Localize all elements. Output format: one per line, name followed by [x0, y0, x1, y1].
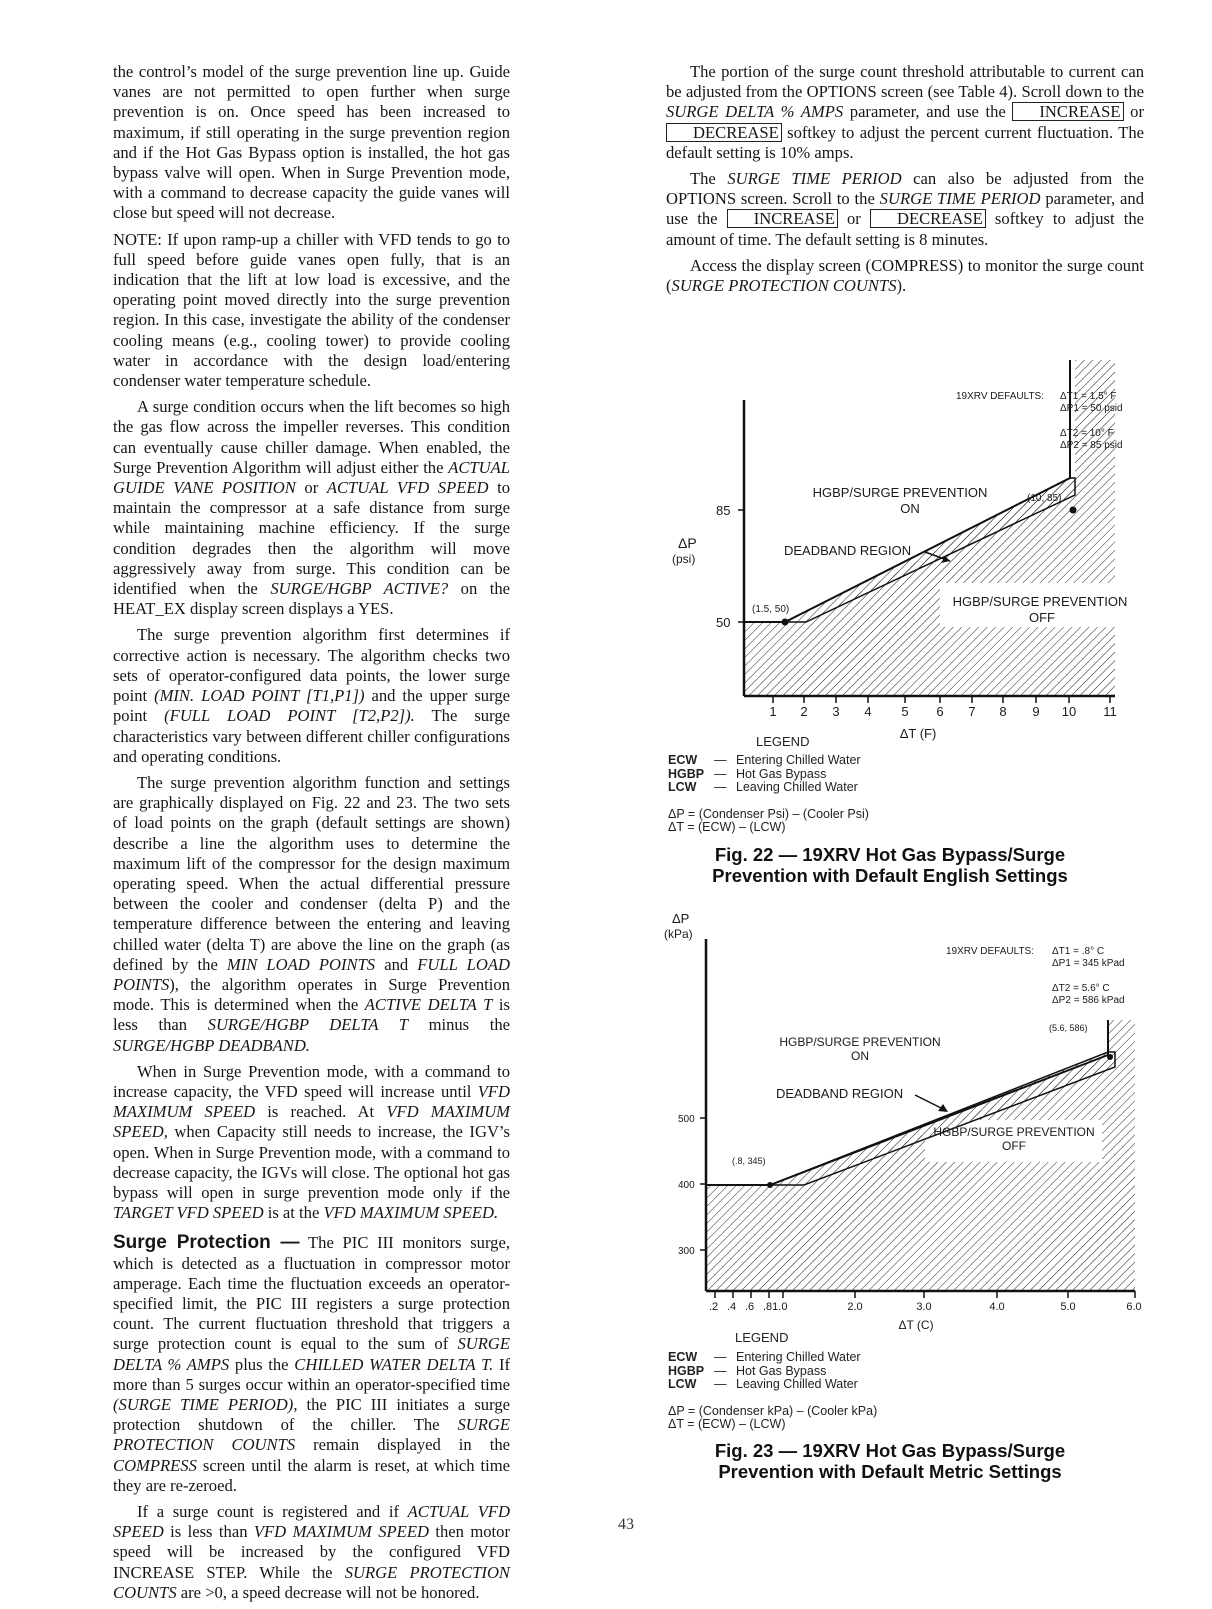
svg-text:400: 400	[678, 1180, 695, 1191]
svg-text:2.0: 2.0	[847, 1301, 863, 1313]
svg-text:ΔP2 = 586 kPad: ΔP2 = 586 kPad	[1052, 995, 1125, 1006]
point-1	[782, 619, 789, 626]
svg-text:ΔT1 = .8° C: ΔT1 = .8° C	[1052, 946, 1105, 957]
svg-text:ΔP1 = 50 psid: ΔP1 = 50 psid	[1060, 403, 1123, 414]
svg-text:3: 3	[832, 704, 840, 719]
svg-text:19XRV DEFAULTS:: 19XRV DEFAULTS:	[956, 391, 1044, 402]
surge-protection-section: Surge Protection — The PIC III monitors surge, which is detected as a fluctuation in compressor motor amperage. Each time the fluctuation exceeds an operator-specified limit, the PIC III registers a surge protection count. The current fluctuation threshold that triggers a surge protection count is equal to the sum of SURGE DELTA % AMPS plus the CHILLED WATER DELTA T. If more than 5 surges occur within an operator-specified time (SURGE TIME PERIOD), the PIC III initiates a surge protection shutdown of the chiller. The SURGE PROTECTION COUNTS remain displayed in the COMPRESS screen until the alarm is reset, at which time they are re-zeroed.	[113, 1232, 510, 1495]
svg-text:10: 10	[1061, 704, 1077, 719]
decrease-softkey: DECREASE	[870, 209, 986, 228]
svg-text:.81.0: .81.0	[763, 1301, 788, 1313]
svg-text:ΔT (F): ΔT (F)	[899, 726, 937, 741]
svg-text:ΔT (C): ΔT (C)	[898, 1318, 934, 1332]
svg-text:6: 6	[936, 704, 944, 719]
note-paragraph: NOTE: If upon ramp-up a chiller with VFD tends to go to full speed before guide vanes open fully, that is an indication that the lift at low load is excessive, and the operating point moved directly into the surge prevention region. In this case, investigate the ability of the condenser cooling means (e.g., cooling tower) to provide cooling water in accordance with the design load/entering condenser water temperature schedule.	[113, 229, 510, 391]
increase-softkey: INCREASE	[1012, 102, 1123, 121]
svg-text:(1.5, 50): (1.5, 50)	[752, 604, 790, 615]
paragraph: If a surge count is registered and if ACTUAL VFD SPEED is less than VFD MAXIMUM SPEED then motor speed will be increased by the configured VFD INCREASE STEP. While the SURGE PROTECTION COUNTS are >0, a speed decrease will not be honored.	[113, 1502, 511, 1602]
svg-text:.4: .4	[727, 1301, 737, 1313]
paragraph: A surge condition occurs when the lift becomes so high the gas flow across the impeller reverses. This condition can eventually cause chiller damage. When enabled, the Surge Prevention Algorithm will adjust either the ACTUAL GUIDE VANE POSITION or ACTUAL VFD SPEED to maintain the compressor at a safe distance from surge while maintaining machine efficiency. If the surge condition degrades then the algorithm will move aggressively away from surge. This condition can be identified when the SURGE/HGBP ACTIVE? on the HEAT_EX display screen displays a YES.	[113, 397, 511, 619]
svg-text:8: 8	[999, 704, 1007, 719]
svg-text:(kPa): (kPa)	[664, 927, 693, 941]
legend-item: ECW — Entering Chilled Water	[668, 753, 861, 767]
svg-text:OFF: OFF	[1029, 610, 1055, 625]
formulas: ΔP = (Condenser Psi) – (Cooler Psi) ΔT = (ECW) – (LCW)	[668, 807, 869, 834]
svg-text:5.0: 5.0	[1060, 1301, 1076, 1313]
svg-text:85: 85	[716, 503, 731, 518]
paragraph: The surge prevention algorithm function and settings are graphically displayed on Fig. 22 and 23. The two sets of load points on the graph (default settings are shown) describe a line the algorithm uses to determine the maximum lift of the compressor for the design maximum operating speed. When the actual differential pressure between the cooler and condenser (delta P) and the temperature difference between the entering and leaving chilled water (delta T) are above the line on the graph (as defined by the MIN LOAD POINTS and FULL LOAD POINTS), the algorithm operates in Surge Prevention mode. This is determined when the ACTIVE DELTA T is less than SURGE/HGBP DELTA T minus the SURGE/HGBP DEADBAND.	[113, 772, 511, 1055]
figure-23	[660, 905, 1150, 1485]
legend-title: LEGEND	[756, 734, 810, 749]
svg-text:DEADBAND REGION: DEADBAND REGION	[784, 543, 912, 558]
paragraph: The surge prevention algorithm first determines if corrective action is necessary. The algorithm checks two sets of operator-configured data points, the lower surge point (MIN. LOAD POINT [T1,P1]) and the upper surge point (FULL LOAD POINT [T2,P2]). The surge characteristics vary between different chiller configurations and operating conditions.	[113, 625, 510, 766]
svg-text:ΔT2 = 5.6° C: ΔT2 = 5.6° C	[1052, 983, 1110, 994]
point-1	[767, 1182, 773, 1188]
svg-text:19XRV DEFAULTS:: 19XRV DEFAULTS:	[946, 946, 1034, 957]
svg-text:ΔP2 = 85 psid: ΔP2 = 85 psid	[1060, 440, 1123, 451]
svg-text:(5.6, 586): (5.6, 586)	[1049, 1023, 1088, 1033]
svg-text:ON: ON	[900, 501, 920, 516]
svg-text:11: 11	[1103, 704, 1117, 719]
legend-item: ECW — Entering Chilled Water	[668, 1350, 861, 1364]
legend	[668, 754, 861, 795]
svg-text:ΔT2 = 10° F: ΔT2 = 10° F	[1060, 428, 1114, 439]
svg-text:.2: .2	[709, 1301, 719, 1313]
left-column	[113, 62, 510, 1609]
legend-item: LCW — Leaving Chilled Water	[668, 780, 858, 794]
svg-text:ΔP: ΔP	[672, 911, 690, 926]
svg-text:HGBP/SURGE PREVENTION: HGBP/SURGE PREVENTION	[812, 485, 988, 500]
decrease-softkey: DECREASE	[666, 123, 782, 142]
svg-text:OFF: OFF	[1002, 1139, 1026, 1153]
paragraph: the control’s model of the surge prevention line up. Guide vanes are not permitted to open further when surge prevention is on. Once speed has been increased to maximum, if still operating in the surge prevention region and if the Hot Gas Bypass option is installed, the hot gas bypass valve will open. When in Surge Prevention mode, with a command to decrease capacity the guide vanes will close but speed will not decrease.	[113, 62, 510, 223]
svg-text:ΔT1 = 1.5° F: ΔT1 = 1.5° F	[1060, 391, 1117, 402]
svg-text:2: 2	[800, 704, 808, 719]
formulas: ΔP = (Condenser kPa) – (Cooler kPa) ΔT = (ECW) – (LCW)	[668, 1404, 878, 1431]
svg-text:500: 500	[678, 1114, 695, 1125]
page-number: 43	[618, 1516, 634, 1533]
increase-softkey: INCREASE	[727, 209, 838, 228]
svg-text:1: 1	[769, 704, 777, 719]
svg-text:ΔP1 = 345 kPad: ΔP1 = 345 kPad	[1052, 958, 1125, 969]
svg-text:50: 50	[716, 615, 731, 630]
svg-text:(10, 85): (10, 85)	[1027, 493, 1062, 504]
fig22-chart	[660, 360, 1150, 741]
figure-caption: Fig. 23 — 19XRV Hot Gas Bypass/Surge Prevention with Default Metric Settings	[714, 1440, 1066, 1482]
svg-text:(.8, 345): (.8, 345)	[732, 1156, 766, 1166]
figure-22	[660, 360, 1150, 890]
svg-text:9: 9	[1032, 704, 1040, 719]
svg-text:4: 4	[864, 704, 872, 719]
svg-text:3.0: 3.0	[916, 1301, 932, 1313]
svg-text:300: 300	[678, 1246, 695, 1257]
legend-title: LEGEND	[735, 1330, 789, 1345]
svg-text:HGBP/SURGE PREVENTION: HGBP/SURGE PREVENTION	[933, 1125, 1095, 1139]
fig23-chart	[660, 905, 1150, 1332]
svg-text:ON: ON	[851, 1049, 869, 1063]
svg-text:DEADBAND REGION: DEADBAND REGION	[776, 1086, 904, 1101]
svg-text:(psi): (psi)	[672, 552, 696, 566]
paragraph: Access the display screen (COMPRESS) to monitor the surge count (SURGE PROTECTION COUNTS).	[666, 255, 1144, 296]
figure-caption: Fig. 22 — 19XRV Hot Gas Bypass/Surge Prevention with Default English Settings	[712, 844, 1068, 886]
svg-text:5: 5	[901, 704, 909, 719]
paragraph: The portion of the surge count threshold attributable to current can be adjusted from the OPTIONS screen (see Table 4). Scroll down to the SURGE DELTA % AMPS parameter, and use the INCREASE or DECREASE softkey to adjust the percent current fluctuation. The default setting is 10% amps.	[666, 62, 1144, 162]
point-2	[1070, 507, 1077, 514]
paragraph: When in Surge Prevention mode, with a command to increase capacity, the VFD speed will increase until VFD MAXIMUM SPEED is reached. At VFD MAXIMUM SPEED, when Capacity still needs to increase, the IGV’s open. When in Surge Prevention mode, with a command to decrease capacity, the IGVs will close. The optional hot gas bypass will open in surge prevention mode only if the TARGET VFD SPEED is at the VFD MAXIMUM SPEED.	[113, 1061, 510, 1223]
paragraph: The SURGE TIME PERIOD can also be adjusted from the OPTIONS screen. Scroll to the SURGE TIME PERIOD parameter, and use the INCREASE or DECREASE softkey to adjust the amount of time. The default setting is 8 minutes.	[666, 169, 1145, 249]
legend	[668, 1351, 861, 1392]
svg-text:HGBP/SURGE PREVENTION: HGBP/SURGE PREVENTION	[779, 1035, 941, 1049]
svg-text:HGBP/SURGE PREVENTION: HGBP/SURGE PREVENTION	[952, 594, 1128, 609]
legend-item: HGBP — Hot Gas Bypass	[668, 1363, 827, 1378]
svg-text:ΔP: ΔP	[678, 535, 697, 551]
point-2	[1107, 1054, 1113, 1060]
legend-item: HGBP — Hot Gas Bypass	[668, 766, 827, 781]
section-heading: Surge Protection —	[113, 1232, 300, 1254]
svg-text:4.0: 4.0	[989, 1301, 1005, 1313]
svg-text:7: 7	[968, 704, 976, 719]
svg-text:.6: .6	[745, 1301, 755, 1313]
right-column	[666, 62, 1144, 302]
svg-text:6.0: 6.0	[1126, 1301, 1142, 1313]
legend-item: LCW — Leaving Chilled Water	[668, 1377, 858, 1391]
